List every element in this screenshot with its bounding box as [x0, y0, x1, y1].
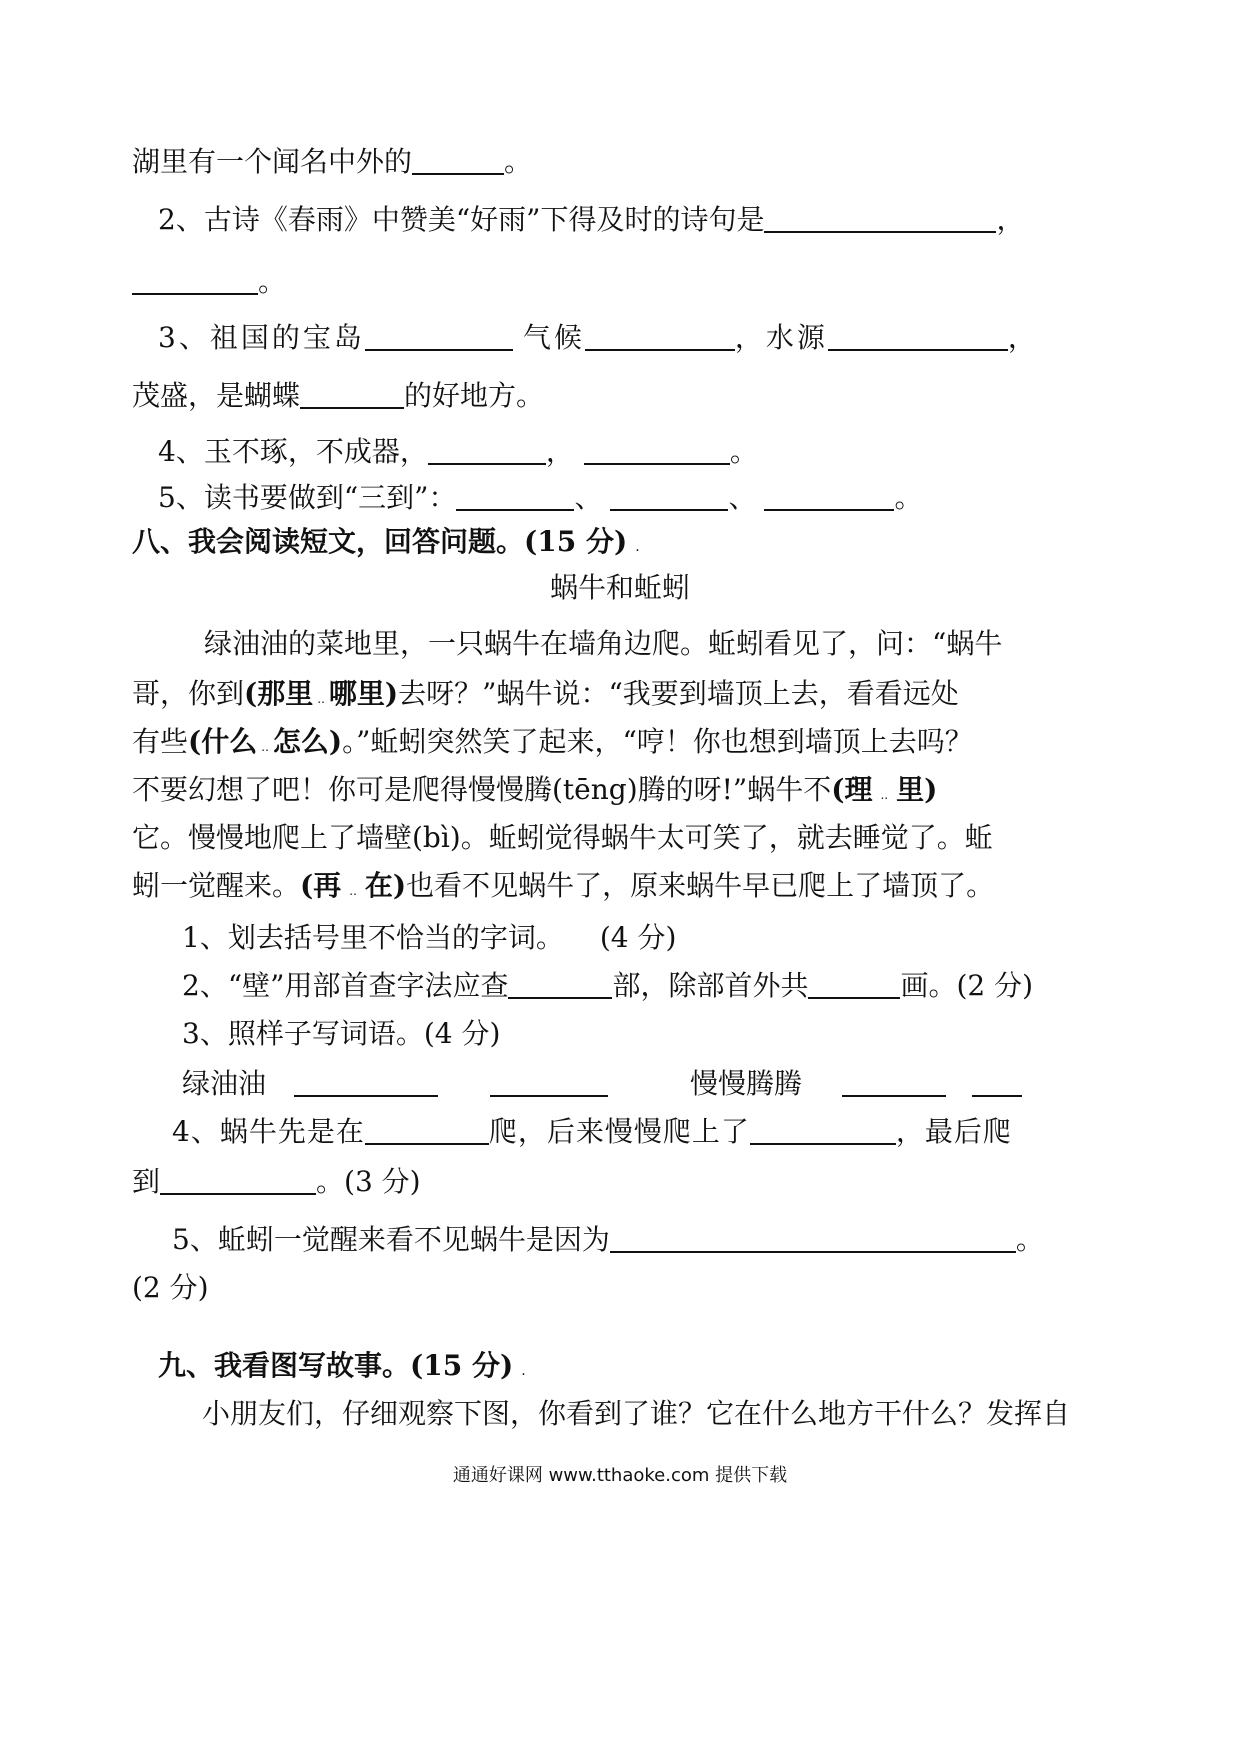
subquestion-4-line2 — [132, 1162, 421, 1202]
answer-blank[interactable] — [828, 319, 1008, 351]
text: (4 分) — [599, 921, 677, 954]
answer-blank[interactable] — [456, 479, 574, 511]
question-3-line2 — [132, 376, 544, 416]
text: 蚓一觉醒来。 — [132, 869, 301, 902]
story-line-2 — [132, 674, 959, 719]
story-line-5: 它。慢慢地爬上了墙壁(bì)。蚯蚓觉得蜗牛太可笑了，就去睡觉了。蚯 — [132, 821, 993, 854]
answer-blank[interactable] — [428, 433, 546, 465]
choice-option[interactable]: (再 — [300, 869, 342, 902]
text: 不要幻想了吧！你可是爬得慢慢腾(tēng)腾的呀!”蜗牛不 — [132, 773, 832, 806]
text: 。 — [504, 145, 533, 178]
answer-blank[interactable] — [585, 319, 735, 351]
choice-option[interactable]: 里) — [896, 773, 938, 806]
text: 4、蜗牛先是在 — [172, 1115, 365, 1148]
question-2 — [158, 200, 1024, 240]
text: 也看不见蜗牛了，原来蜗牛早已爬上了墙顶了。 — [406, 869, 995, 902]
question-2-line2 — [132, 262, 286, 302]
text: ， — [1007, 321, 1039, 354]
text: 2、“壁”用部首查字法应查 — [182, 969, 509, 1002]
text: 哥，你到 — [132, 677, 245, 710]
text: 九、我看图写故事。(15 分) — [158, 1349, 514, 1382]
dots: .. — [317, 692, 325, 706]
text: ，最后爬 — [895, 1115, 1012, 1148]
text: 八、我会阅读短文，回答问题。(15 分) — [132, 525, 628, 558]
text: ，水源 — [734, 321, 828, 354]
story-line-3 — [132, 722, 973, 767]
story-line-4 — [132, 770, 937, 815]
text: 、 — [728, 481, 757, 514]
text: 部，除部首外共 — [612, 969, 809, 1002]
section-8-heading — [132, 522, 640, 567]
story-title: 蜗牛和蚯蚓 — [549, 571, 690, 604]
answer-blank[interactable] — [610, 1221, 1016, 1253]
subquestion-5 — [172, 1220, 1044, 1260]
subquestion-5-score: (2 分) — [132, 1271, 209, 1304]
text: 的好地方。 — [404, 379, 545, 412]
stray-dot: . — [635, 539, 640, 555]
text: 5、蚯蚓一觉醒来看不见蜗牛是因为 — [172, 1223, 610, 1256]
q1-continuation — [132, 142, 532, 182]
question-3 — [158, 318, 1039, 358]
question-4 — [158, 432, 758, 472]
answer-blank[interactable] — [300, 377, 404, 409]
choice-option[interactable]: 怎么) — [272, 725, 343, 758]
text: 有些 — [132, 725, 189, 758]
text: 、 — [574, 481, 603, 514]
subquestion-4 — [172, 1112, 1012, 1152]
answer-blank[interactable] — [764, 201, 996, 233]
answer-blank[interactable] — [610, 479, 728, 511]
answer-blank[interactable] — [764, 479, 894, 511]
text: 2、古诗《春雨》中赞美“好雨”下得及时的诗句是 — [158, 203, 765, 236]
section-9-prompt: 小朋友们，仔细观察下图，你看到了谁？它在什么地方干什么？发挥自 — [202, 1397, 1071, 1430]
answer-blank[interactable] — [584, 433, 730, 465]
text: 。 — [258, 265, 287, 298]
text: 4、玉不琢，不成器， — [158, 435, 428, 468]
text: 1、划去括号里不恰当的字词。 — [182, 921, 564, 954]
example-word: 绿油油 — [182, 1067, 267, 1100]
story-line-6 — [132, 866, 994, 911]
subquestion-2 — [182, 966, 1033, 1006]
text: 。(3 分) — [316, 1165, 421, 1198]
answer-blank[interactable] — [412, 143, 504, 175]
answer-blank[interactable] — [750, 1113, 896, 1145]
answer-blank[interactable] — [365, 319, 513, 351]
dots: .. — [349, 884, 357, 898]
text: ， — [545, 435, 574, 468]
answer-blank[interactable] — [842, 1065, 946, 1097]
stray-dot: . — [521, 1363, 526, 1379]
text: 爬，后来慢慢爬上了 — [488, 1115, 750, 1148]
section-9-heading — [158, 1346, 526, 1391]
story-line-1: 绿油油的菜地里，一只蜗牛在墙角边爬。蚯蚓看见了，问：“蜗牛 — [204, 627, 1003, 660]
text: 3、祖国的宝岛 — [158, 321, 365, 354]
answer-blank[interactable] — [365, 1113, 489, 1145]
dots: .. — [880, 788, 889, 802]
answer-blank[interactable] — [972, 1065, 1022, 1097]
subquestion-3-examples — [182, 1064, 1022, 1104]
answer-blank[interactable] — [160, 1163, 316, 1195]
subquestion-3: 3、照样子写词语。(4 分) — [182, 1017, 501, 1050]
text: 。 — [1015, 1223, 1044, 1256]
text: 。”蚯蚓突然笑了起来，“哼！你也想到墙顶上去吗？ — [342, 725, 973, 758]
text: ， — [996, 203, 1025, 236]
question-5 — [158, 478, 923, 518]
text: 到 — [132, 1165, 161, 1198]
answer-blank[interactable] — [808, 967, 900, 999]
footer-credit: 通通好课网 www.tthaoke.com 提供下载 — [452, 1465, 788, 1486]
text: 去呀？”蜗牛说：“我要到墙顶上去，看看远处 — [398, 677, 959, 710]
choice-option[interactable]: 在) — [364, 869, 407, 902]
text: 5、读书要做到“三到”： — [158, 481, 457, 514]
text: 画。(2 分) — [900, 969, 1034, 1002]
text: 。 — [729, 435, 758, 468]
choice-option[interactable]: (那里 — [244, 677, 314, 710]
answer-blank[interactable] — [508, 967, 612, 999]
dots: .. — [261, 740, 269, 754]
text: 湖里有一个闻名中外的 — [132, 145, 413, 178]
choice-option[interactable]: (什么 — [188, 725, 258, 758]
text: 。 — [894, 481, 923, 514]
example-word: 慢慢腾腾 — [690, 1067, 803, 1100]
choice-option[interactable]: (理 — [831, 773, 873, 806]
text: 气候 — [522, 321, 585, 354]
subquestion-1 — [182, 918, 676, 958]
answer-blank[interactable] — [294, 1065, 438, 1097]
choice-option[interactable]: 哪里) — [328, 677, 399, 710]
text: 茂盛，是蝴蝶 — [132, 379, 301, 412]
answer-blank[interactable] — [490, 1065, 608, 1097]
answer-blank[interactable] — [132, 263, 258, 295]
